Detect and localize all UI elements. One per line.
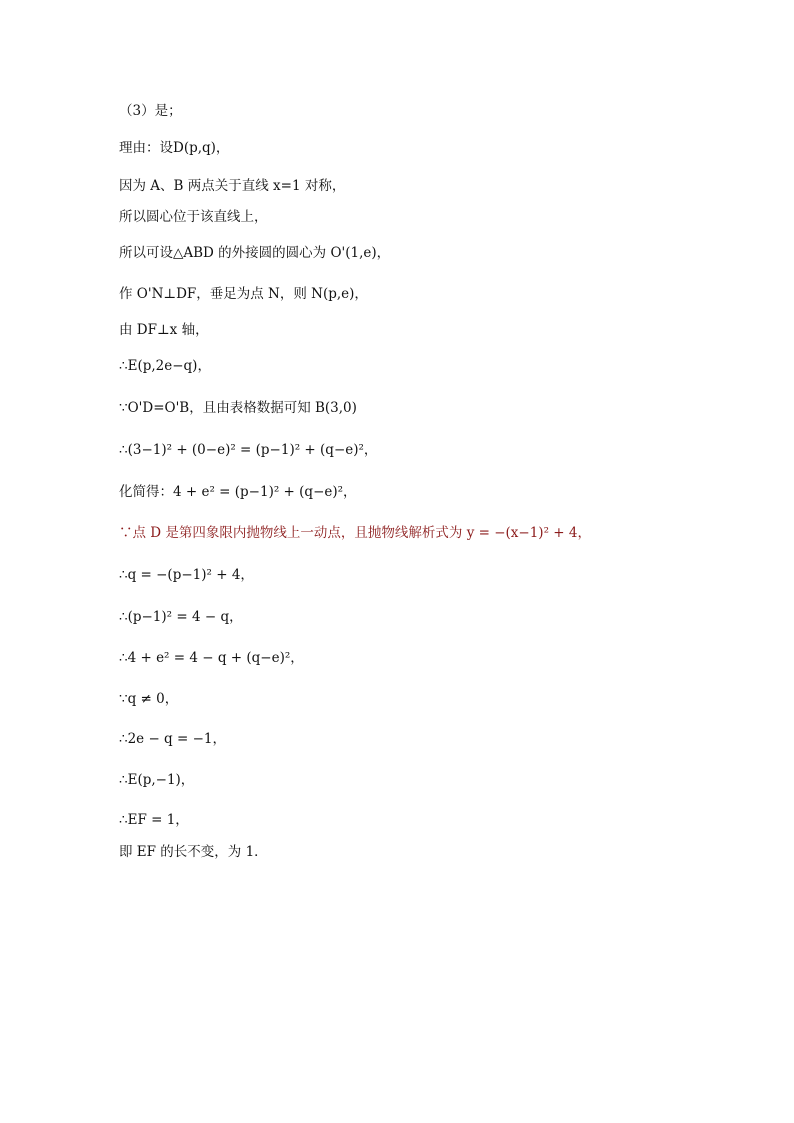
text-line-20: 即 EF 的长不变，为 1． bbox=[119, 844, 268, 860]
text-line-9: ∵O'D=O'B，且由表格数据可知 B(3,0) bbox=[119, 400, 357, 416]
text-line-6: 作 O'N⊥DF，垂足为点 N，则 N(p,e)， bbox=[119, 286, 368, 302]
text-line-2: 理由：设D(p,q)， bbox=[119, 140, 230, 156]
text-line-18: ∴E(p,−1)， bbox=[119, 772, 195, 788]
text-line-4: 所以圆心位于该直线上， bbox=[119, 209, 268, 225]
text-line-10: ∴(3−1)² + (0−e)² = (p−1)² + (q−e)²， bbox=[119, 442, 378, 458]
text-line-8: ∴E(p,2e−q)， bbox=[119, 358, 211, 374]
text-line-19: ∴EF = 1， bbox=[119, 812, 189, 828]
text-line-11: 化简得：4 + e² = (p−1)² + (q−e)²， bbox=[119, 484, 357, 500]
text-line-13: ∴q = −(p−1)² + 4， bbox=[119, 567, 254, 583]
text-line-1: （3）是； bbox=[119, 103, 182, 119]
text-line-17: ∴2e − q = −1， bbox=[119, 731, 226, 747]
text-line-15: ∴4 + e² = 4 − q + (q−e)²， bbox=[119, 650, 304, 666]
text-line-5: 所以可设△ABD 的外接圆的圆心为 O'(1,e)， bbox=[119, 245, 391, 261]
text-line-12: ∵点 D 是第四象限内抛物线上一动点，且抛物线解析式为 y = −(x−1)² + 4， bbox=[119, 525, 591, 541]
text-line-14: ∴(p−1)² = 4 − q， bbox=[119, 609, 243, 625]
text-line-16: ∵q ≠ 0， bbox=[119, 691, 179, 707]
text-line-7: 由 DF⊥x 轴， bbox=[119, 322, 209, 338]
text-line-3: 因为 A、B 两点关于直线 x=1 对称， bbox=[119, 178, 346, 194]
